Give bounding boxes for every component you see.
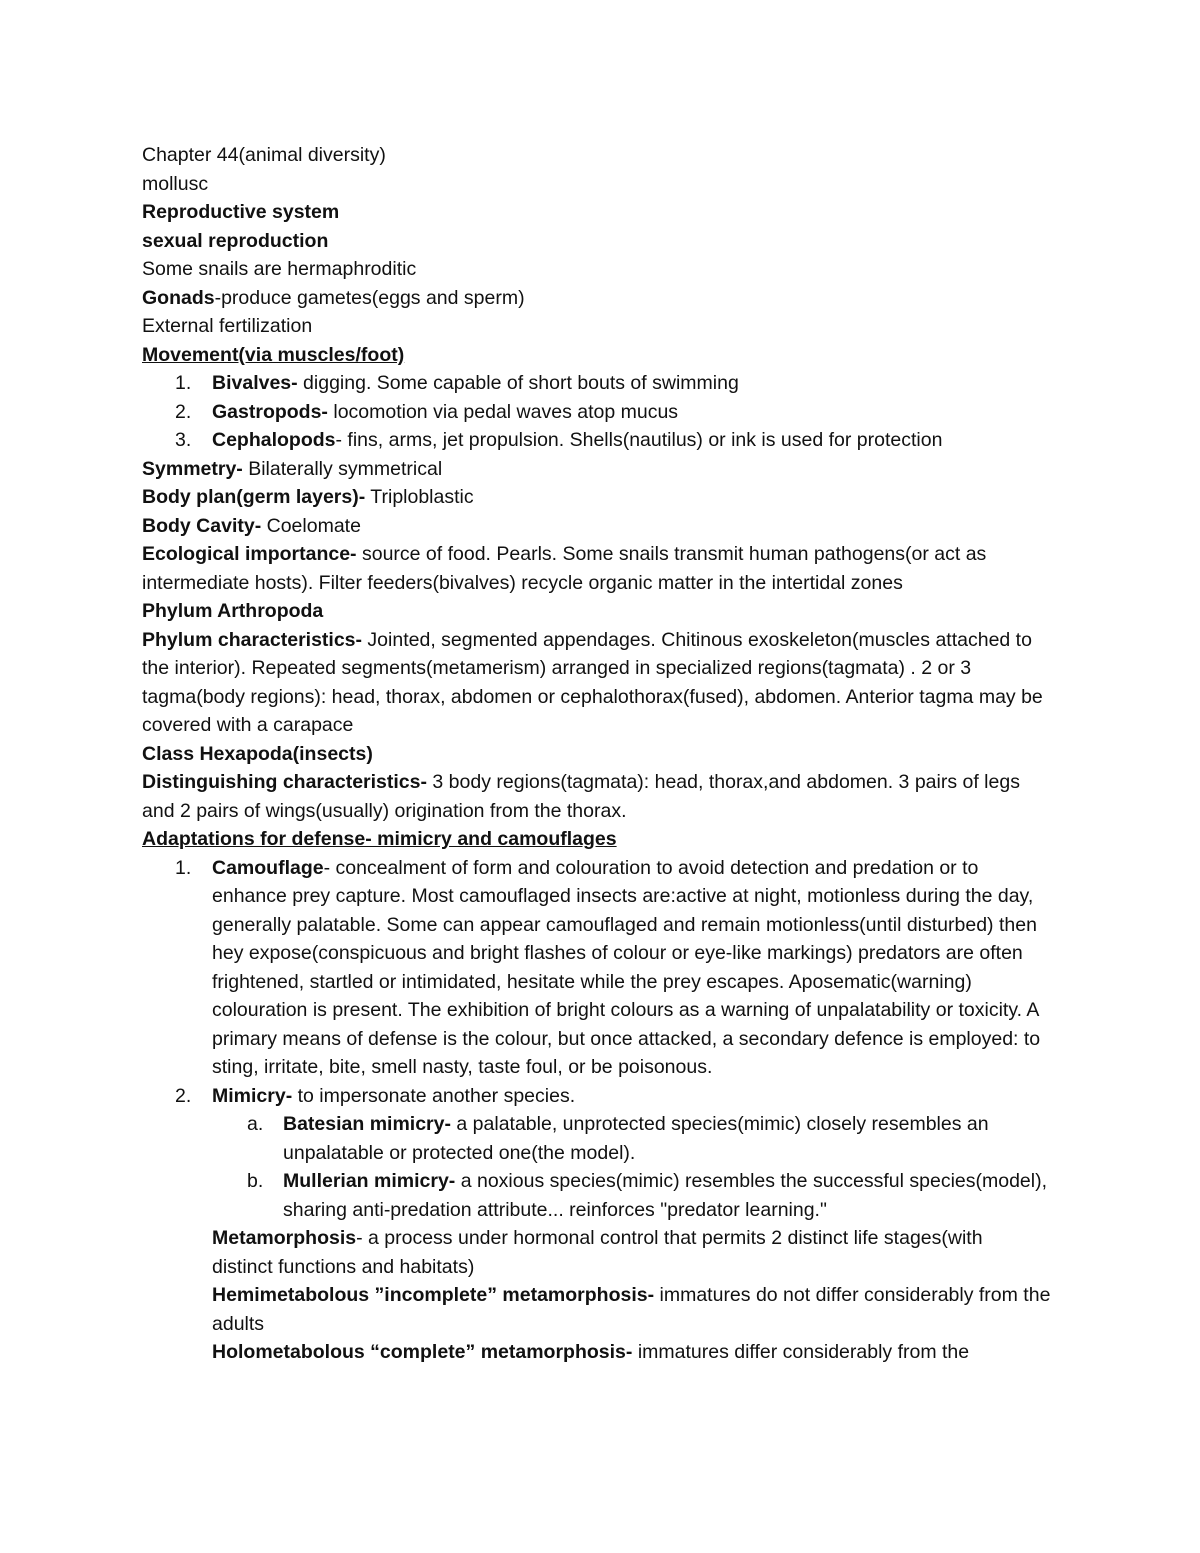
phylum-char-term: Phylum characteristics-: [142, 628, 363, 651]
arthropoda-heading: Phylum Arthropoda: [142, 600, 324, 622]
list-marker: 2.: [175, 1084, 192, 1107]
doc-title: Chapter 44(animal diversity): [142, 144, 386, 166]
hemimetabolous-term: Hemimetabolous ”incomplete” metamorphosis-: [212, 1284, 655, 1306]
gonads-def: -produce gametes(eggs and sperm): [214, 286, 525, 309]
hexapoda-heading: Class Hexapoda(insects): [142, 742, 373, 765]
body-cavity-text: Coelomate: [261, 514, 361, 537]
ecological-text: source of food. Pearls. Some snails transmit human pathogens(or act as intermediate hosts). Filter feeders(bivalves) recycle organic matter in the intertidal zones: [142, 543, 987, 594]
symmetry-text: Bilaterally symmetrical: [242, 457, 443, 480]
list-marker: 3.: [175, 429, 192, 451]
list-marker: 2.: [175, 400, 192, 423]
movement-heading: Movement(via muscles/foot): [142, 343, 405, 366]
cephalopods-text: - fins, arms, jet propulsion. Shells(nautilus) or ink is used for protection: [335, 429, 943, 451]
gastropods-text: locomotion via pedal waves atop mucus: [327, 400, 679, 423]
distinguishing-term: Distinguishing characteristics-: [142, 771, 427, 793]
adaptations-heading: Adaptations for defense- mimicry and camouflages: [142, 828, 617, 850]
bivalves-term: Bivalves-: [212, 372, 298, 394]
sexual-reproduction-heading: sexual reproduction: [142, 229, 329, 252]
camouflage-item: [142, 854, 1042, 1082]
movement-item-gastropods: [142, 398, 1062, 427]
ecological-term: Ecological importance-: [142, 543, 357, 565]
bivalves-text: digging. Some capable of short bouts of swimming: [297, 372, 739, 394]
metamorphosis-term: Metamorphosis: [212, 1227, 357, 1249]
gastropods-term: Gastropods-: [212, 400, 328, 423]
mimicry-item: [142, 1082, 1042, 1111]
camouflage-term: Camouflage: [212, 856, 324, 879]
hemimetabolous-text: immatures do not differ considerably from the adults: [212, 1284, 1051, 1335]
camouflage-text: - concealment of form and colouration to avoid detection and predation or to enhance prey capture. Most camouflaged insects are:active at night, motionless during the day, generally palatable. Some can appear camouflaged and remain motionless(until disturbed) then hey expose(conspicuous and bright flashes of colour or eye-like markings) predators are often frightened, startled or intimidated, hesitate while the prey escapes. Aposematic(warning) colouration is present. The exhibition of bright colours as a warning of unpalatability or toxicity. A primary means of defense is the colour, but once attacked, a secondary defence is employed: to sting, irritate, bite, smell nasty, taste foul, or be poisonous.: [212, 856, 1041, 1078]
symmetry-line: [142, 455, 1062, 484]
body-cavity-line: [142, 512, 1062, 541]
metamorphosis-paragraph: [142, 1224, 1012, 1281]
external-fertilization-line: External fertilization: [142, 315, 313, 337]
list-marker: a.: [247, 1113, 264, 1135]
cephalopods-term: Cephalopods: [212, 429, 336, 451]
list-marker: 1.: [175, 372, 192, 394]
doc-subtitle: mollusc: [142, 172, 209, 195]
list-marker: b.: [247, 1170, 264, 1192]
gonads-term: Gonads: [142, 286, 215, 309]
body-plan-text: Triploblastic: [365, 486, 474, 508]
mullerian-text: a noxious species(mimic) resembles the successful species(model), sharing anti-predation attribute... reinforces "predator learning.": [283, 1170, 1048, 1221]
movement-item-bivalves: [142, 369, 1062, 398]
gonads-line: [142, 284, 1062, 313]
mullerian-item: [142, 1167, 1053, 1224]
mimicry-text: to impersonate another species.: [292, 1084, 576, 1107]
symmetry-term: Symmetry-: [142, 457, 243, 480]
distinguishing-paragraph: [142, 768, 1047, 825]
mullerian-term: Mullerian mimicry-: [283, 1170, 456, 1192]
snails-line: Some snails are hermaphroditic: [142, 258, 417, 280]
list-marker: 1.: [175, 856, 192, 879]
batesian-item: [142, 1110, 1038, 1167]
ecological-importance-paragraph: [142, 540, 1057, 597]
phylum-char-text: Jointed, segmented appendages. Chitinous exoskeleton(muscles attached to the interior). Repeated segments(metamerism) arranged in specialized regions(tagmata) . 2 or 3 tagma(body regions): head, thorax, abdomen or cephalothorax(fused), abdomen. Anterior tagma may be covered with a carapace: [142, 628, 1043, 736]
hemimetabolous-paragraph: [142, 1281, 1062, 1338]
reproductive-heading: Reproductive system: [142, 201, 340, 223]
metamorphosis-text: - a process under hormonal control that permits 2 distinct life stages(with distinct functions and habitats): [212, 1227, 983, 1278]
document-body: [142, 141, 1062, 1367]
holometabolous-text: immatures differ considerably from the: [632, 1341, 970, 1363]
distinguishing-text: 3 body regions(tagmata): head, thorax,and abdomen. 3 pairs of legs and 2 pairs of wings(usually) origination from the thorax.: [142, 771, 1020, 822]
movement-item-cephalopods: [142, 426, 1062, 455]
body-cavity-term: Body Cavity-: [142, 514, 262, 537]
batesian-text: a palatable, unprotected species(mimic) closely resembles an unpalatable or protected one(the model).: [283, 1113, 989, 1164]
batesian-term: Batesian mimicry-: [283, 1113, 451, 1135]
body-plan-term: Body plan(germ layers)-: [142, 486, 366, 508]
body-plan-line: [142, 483, 1062, 512]
holometabolous-paragraph: [142, 1338, 1062, 1367]
holometabolous-term: Holometabolous “complete” metamorphosis-: [212, 1341, 633, 1363]
mimicry-term: Mimicry-: [212, 1084, 293, 1107]
phylum-characteristics-paragraph: [142, 626, 1062, 740]
